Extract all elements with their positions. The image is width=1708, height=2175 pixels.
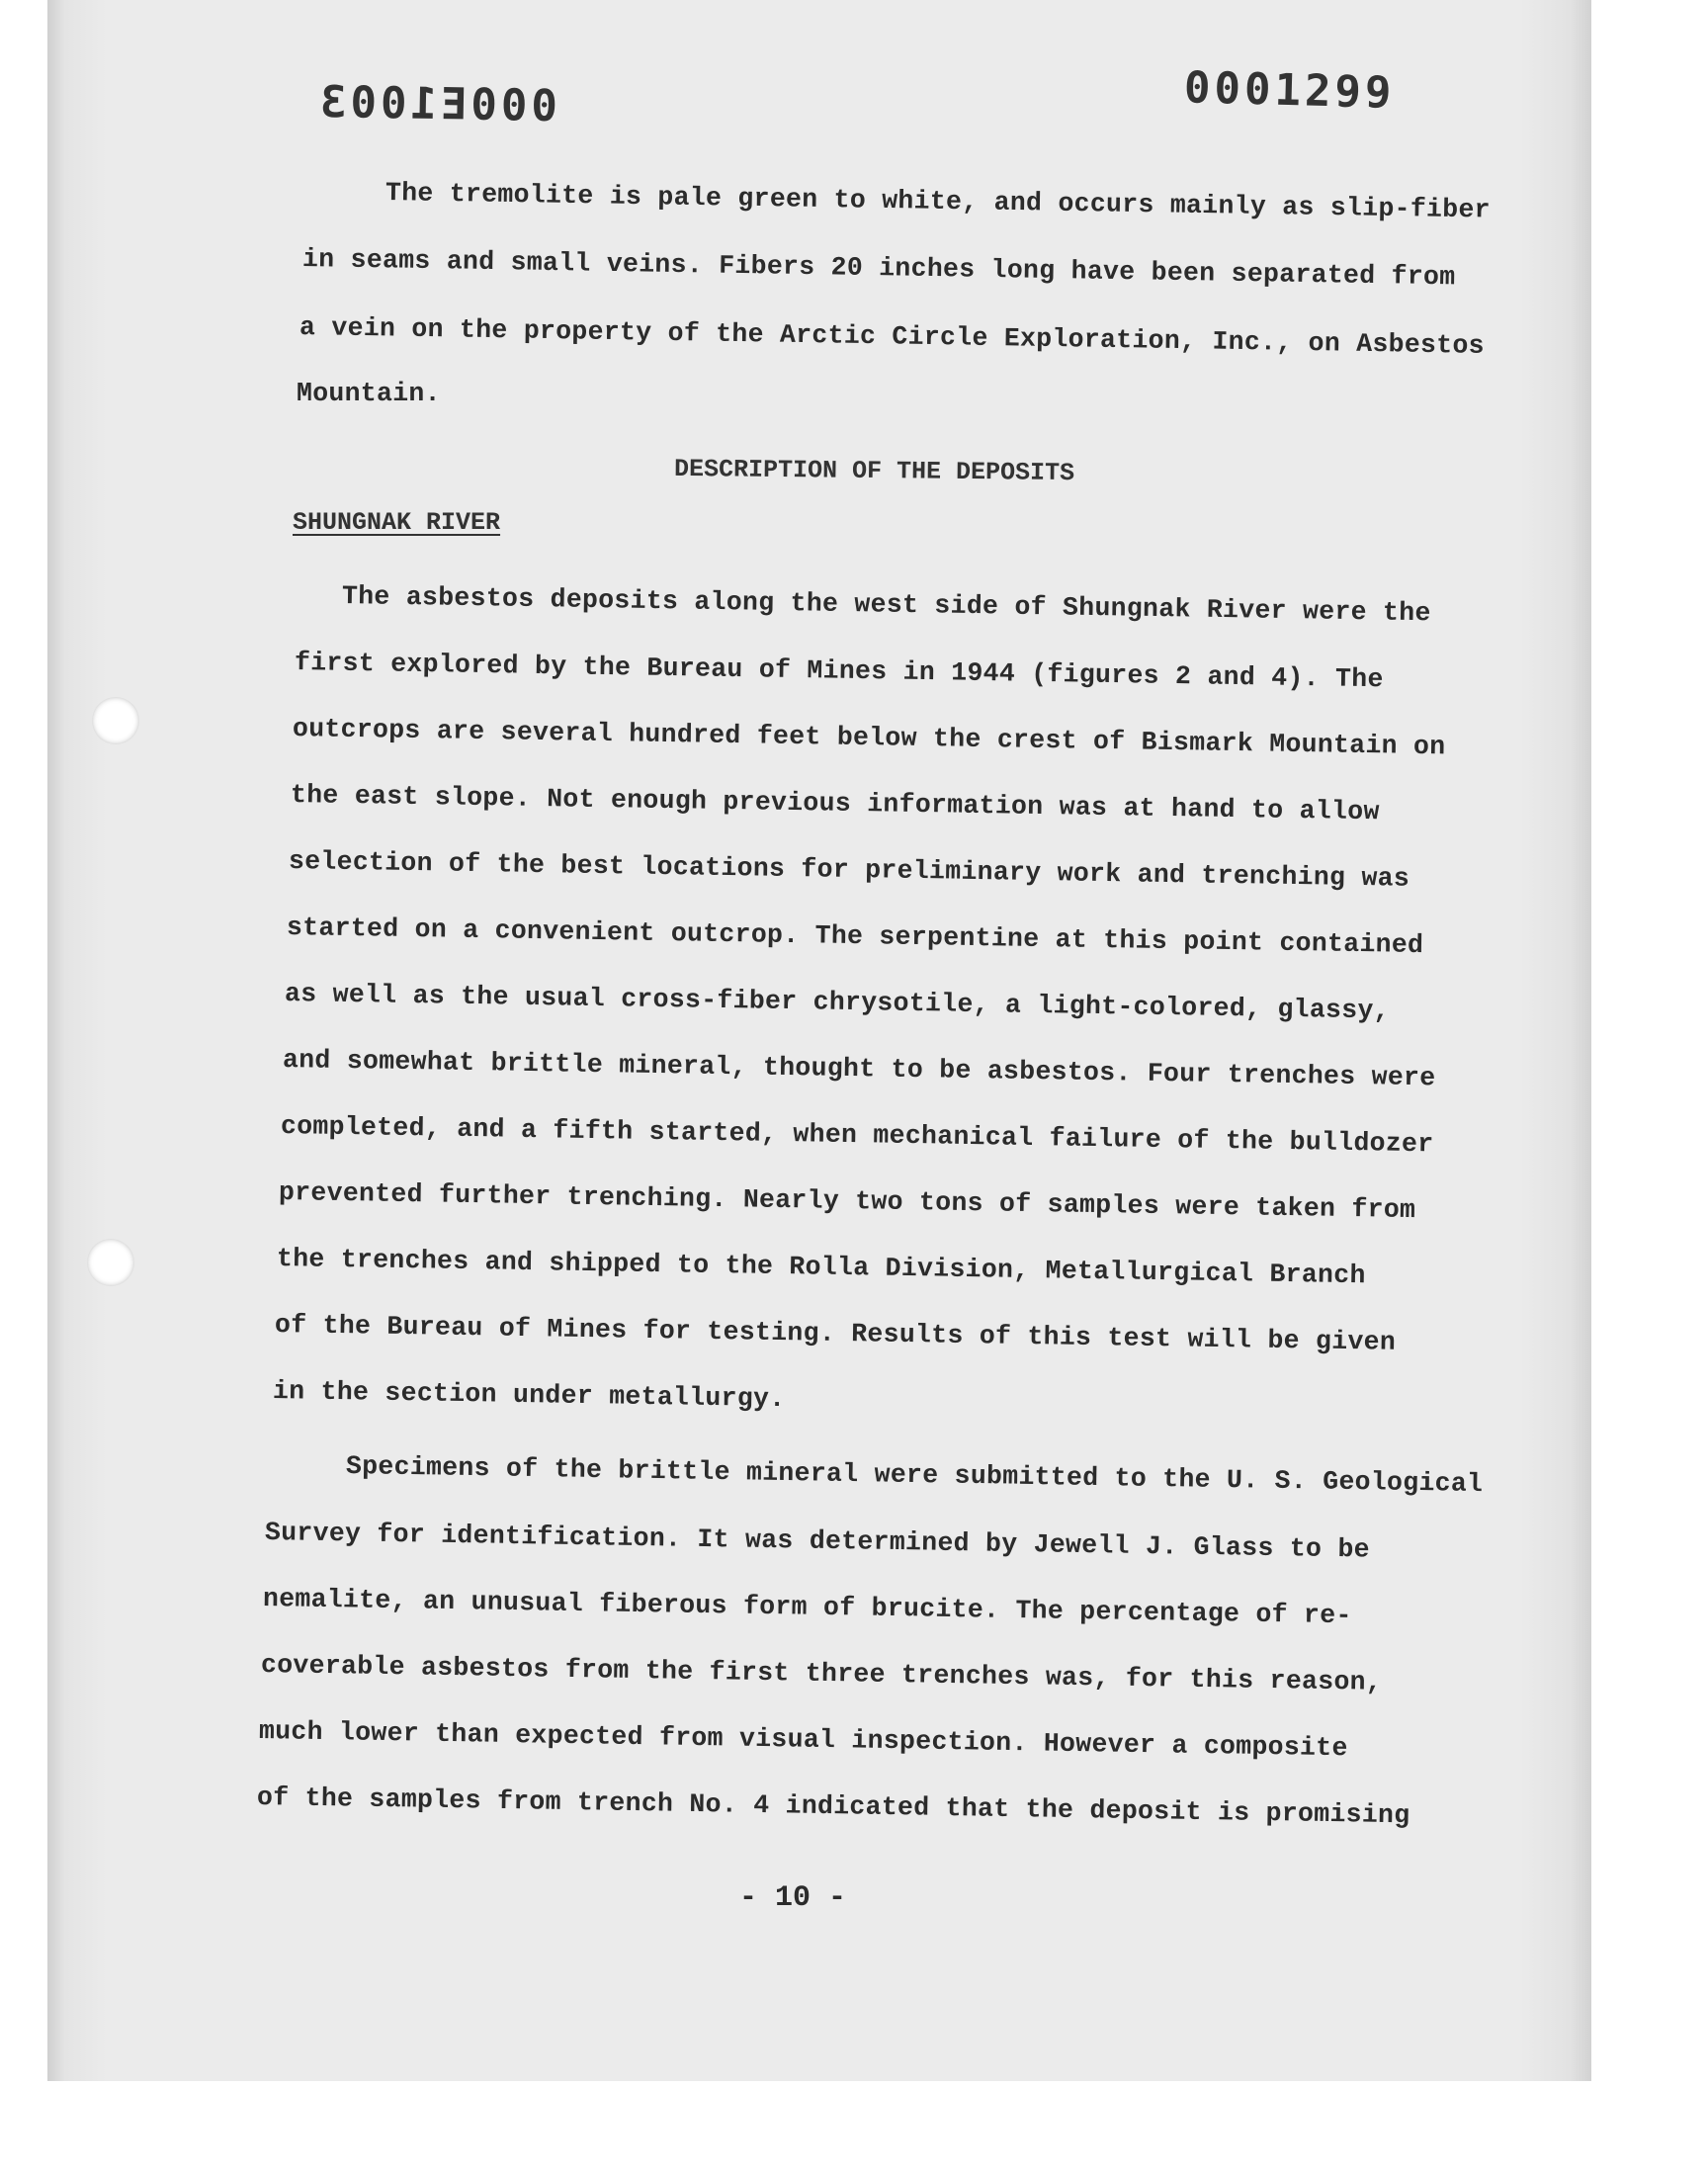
specimens-line-6: of the samples from trench No. 4 indicated that the deposit is promising [256, 1783, 1410, 1831]
document-body [47, 0, 1591, 2081]
subsection-heading: SHUNGNAK RIVER [293, 508, 501, 537]
stamp-number-left: 000E1003 [315, 76, 558, 132]
shungnak-line-10: prevented further trenching. Nearly two tons of samples were taken from [278, 1177, 1416, 1226]
shungnak-line-13: in the section under metallurgy. [272, 1376, 786, 1415]
shungnak-line-9: completed, and a fifth started, when mechanical failure of the bulldozer [280, 1111, 1434, 1160]
shungnak-line-8: and somewhat brittle mineral, thought to be asbestos. Four trenches were [282, 1045, 1436, 1093]
shungnak-line-6: started on a convenient outcrop. The serpentine at this point contained [286, 913, 1424, 961]
shungnak-line-5: selection of the best locations for preliminary work and trenching was [288, 846, 1410, 894]
intro-line-1: The tremolite is pale green to white, and occurs mainly as slip-fiber [384, 178, 1492, 225]
shungnak-line-12: of the Bureau of Mines for testing. Results of this test will be given [274, 1310, 1397, 1357]
intro-line-4: Mountain. [297, 379, 441, 408]
document-page [47, 0, 1591, 2081]
specimens-line-4: coverable asbestos from the first three trenches was, for this reason, [260, 1650, 1383, 1697]
shungnak-line-1: The asbestos deposits along the west side of Shungnak River were the [341, 581, 1431, 629]
page-number: - 10 - [739, 1881, 847, 1915]
specimens-line-2: Survey for identification. It was determined by Jewell J. Glass to be [264, 1518, 1371, 1565]
shungnak-line-2: first explored by the Bureau of Mines in 1944 (figures 2 and 4). The [294, 648, 1384, 695]
shungnak-line-7: as well as the usual cross-fiber chrysotile, a light-colored, glassy, [284, 979, 1391, 1026]
section-heading: DESCRIPTION OF THE DEPOSITS [673, 454, 1075, 488]
shungnak-line-4: the east slope. Not enough previous information was at hand to allow [290, 780, 1380, 827]
intro-line-3: a vein on the property of the Arctic Circle Exploration, Inc., on Asbestos [299, 312, 1486, 361]
shungnak-line-3: outcrops are several hundred feet below the crest of Bismark Mountain on [292, 714, 1446, 762]
specimens-line-3: nemalite, an unusual fiberous form of brucite. The percentage of re- [262, 1584, 1352, 1631]
stamp-number-right: 0001299 [1183, 62, 1397, 119]
specimens-line-1: Specimens of the brittle mineral were submitted to the U. S. Geological [345, 1451, 1484, 1500]
intro-line-2: in seams and small veins. Fibers 20 inches long have been separated from [301, 244, 1456, 293]
specimens-line-5: much lower than expected from visual inspection. However a composite [258, 1716, 1348, 1764]
shungnak-line-11: the trenches and shipped to the Rolla Division, Metallurgical Branch [276, 1244, 1366, 1291]
